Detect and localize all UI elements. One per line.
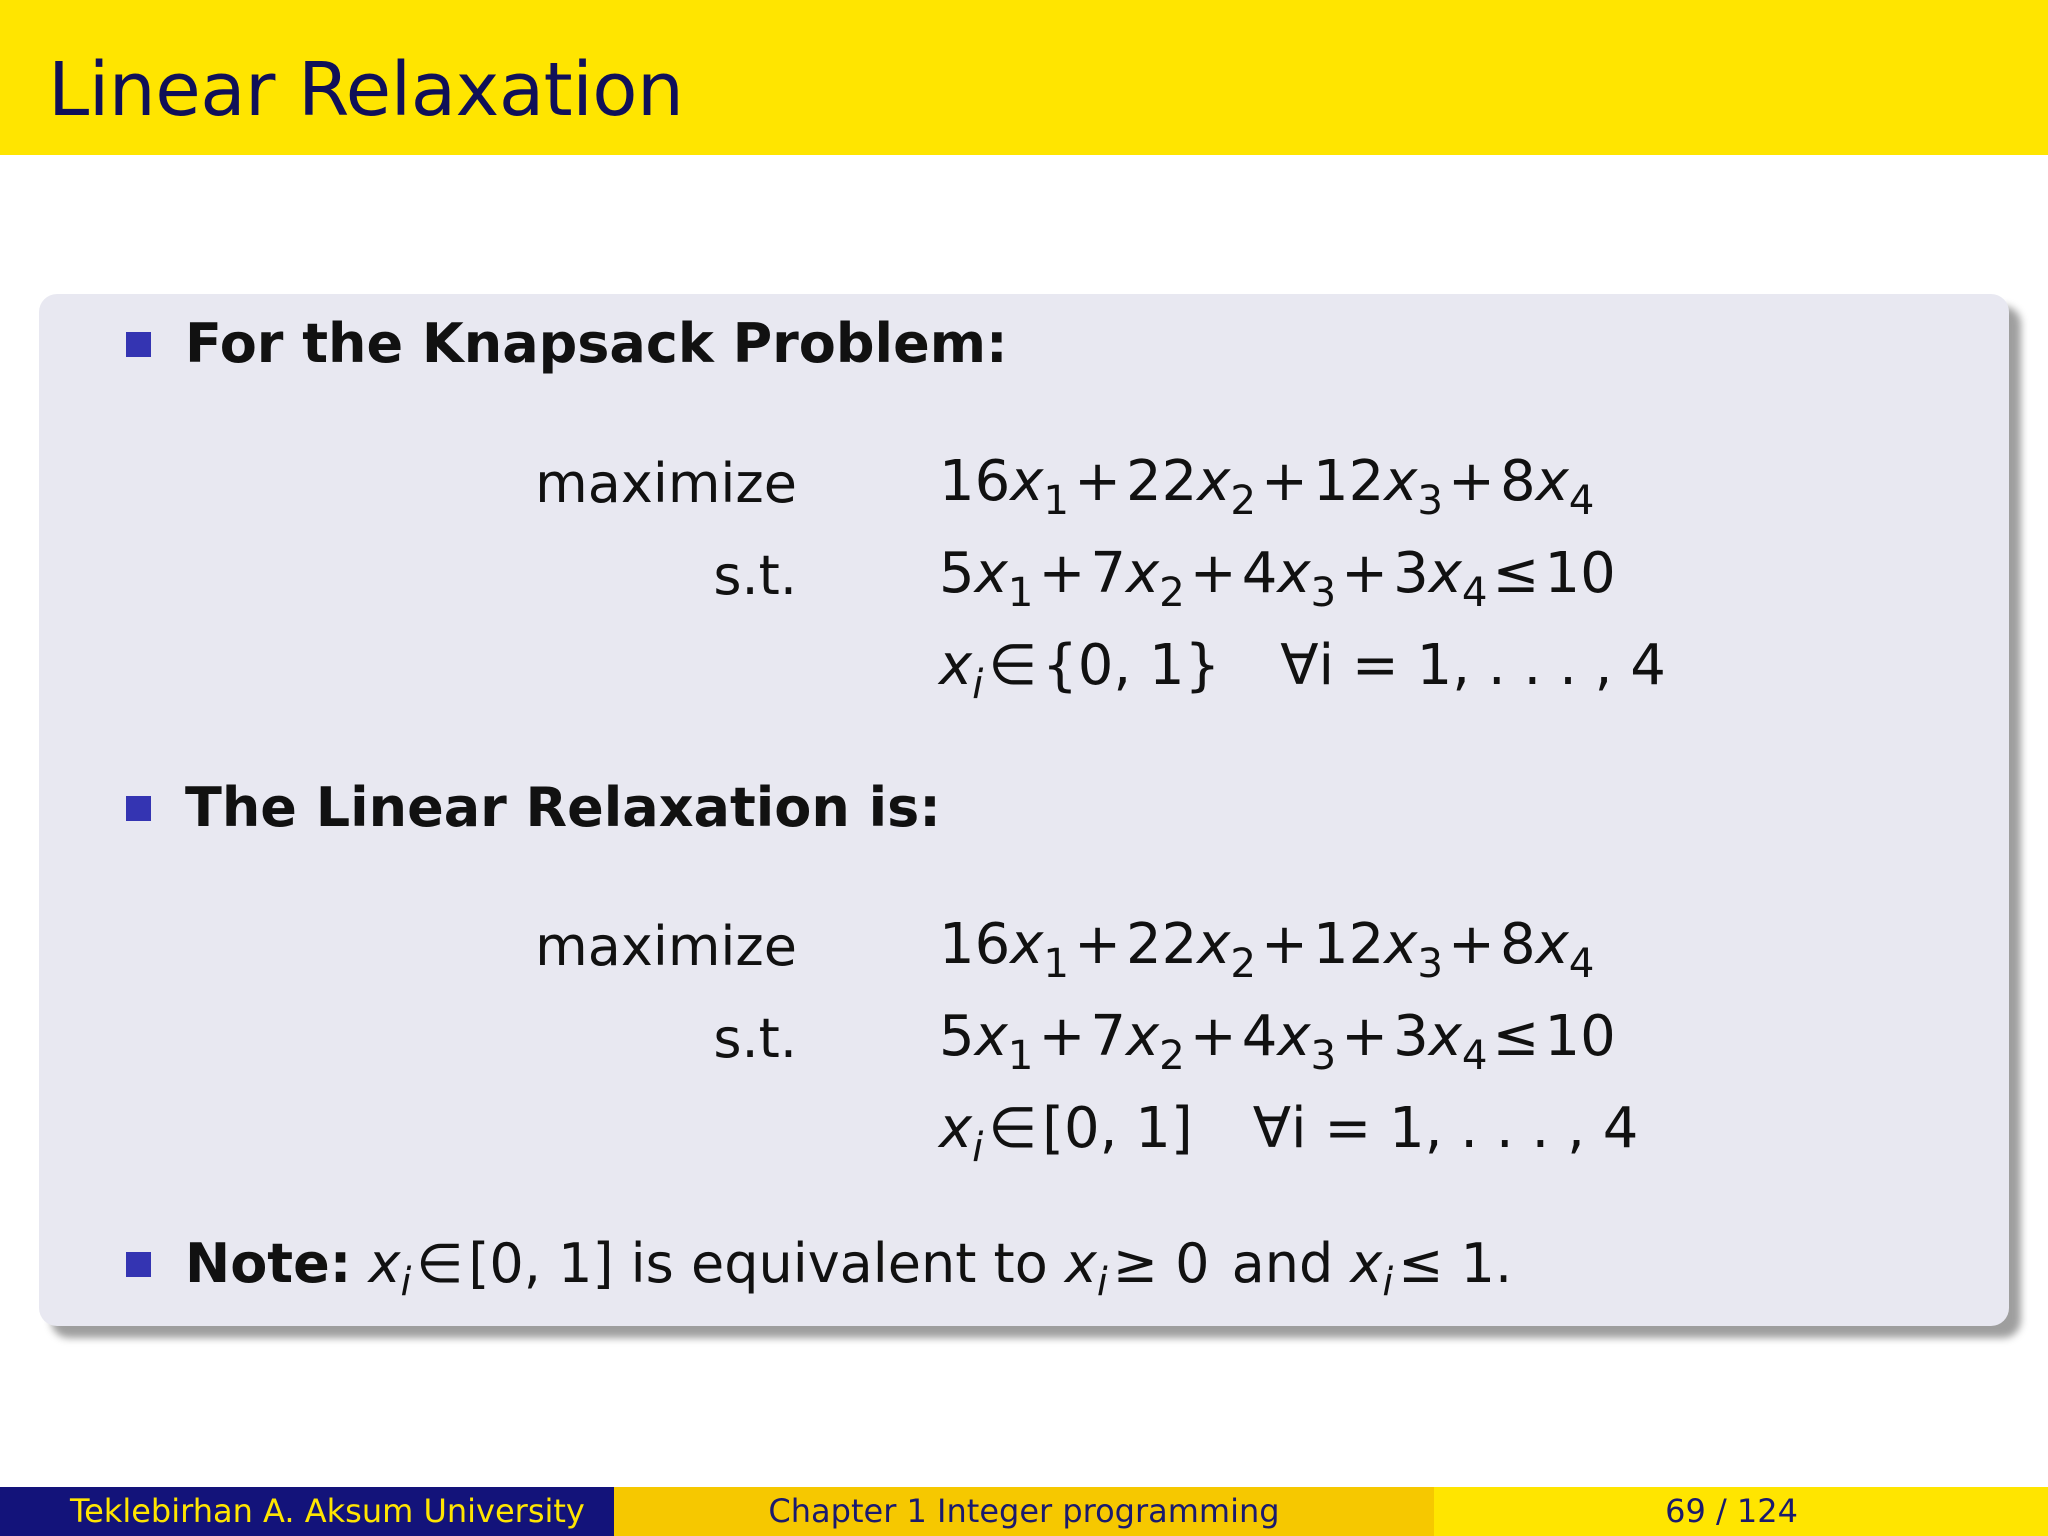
note-and-text: and (1214, 1232, 1351, 1295)
note-equivalent-text: is equivalent to (613, 1232, 1065, 1295)
note-text: Note: $x_i\in[0$, 1] is equivalent to $x_i\ge 0$ and $x_i\le 1$. (185, 1232, 1517, 1296)
constraint-expression: $5x_1+7x_2+4x_3+3x_4\le 10$ (939, 541, 1616, 617)
square-bullet-icon (126, 332, 151, 357)
constraint-label: s.t. (713, 544, 797, 607)
objective-label: maximize (535, 452, 797, 515)
constraint-label: s.t. (713, 1007, 797, 1070)
note-le-one: ≤ 1. (1398, 1232, 1513, 1295)
note-domain: [0, 1] (468, 1232, 614, 1295)
footer-page-number: 69 / 124 (1434, 1487, 2048, 1536)
domain-set: {0, 1} (1042, 633, 1221, 698)
footer (0, 1487, 2048, 1536)
bullet-relaxation-text: The Linear Relaxation is: (185, 776, 941, 839)
domain-expression: $x_i\in[0$, 1] ∀i = 1, . . . , 4 (939, 1096, 1639, 1172)
footer-chapter: Chapter 1 Integer programming (614, 1487, 1434, 1536)
note-row (126, 1232, 1517, 1306)
domain-expression: $x_i\in\{0$, 1} ∀i = 1, . . . , 4 (939, 633, 1666, 709)
domain-set: [0, 1] (1042, 1096, 1193, 1161)
bullet-knapsack (126, 312, 1008, 376)
quantifier: ∀i = 1, . . . , 4 (1280, 633, 1666, 698)
quantifier: ∀i = 1, . . . , 4 (1252, 1096, 1639, 1161)
constraint-expression: $5x_1+7x_2+4x_3+3x_4\le 10$ (939, 1004, 1616, 1080)
bullet-relaxation (126, 776, 941, 840)
title-bar (0, 0, 2048, 155)
content-block (39, 294, 2009, 1326)
slide-title: Linear Relaxation (48, 47, 684, 133)
objective-expression: $16x_1+22x_2+12x_3+8x_4$ (939, 449, 1595, 525)
footer-author: Teklebirhan A. Aksum University (0, 1487, 614, 1536)
note-ge-zero: ≥ 0 (1112, 1232, 1210, 1295)
square-bullet-icon (126, 1252, 151, 1277)
objective-label: maximize (535, 915, 797, 978)
square-bullet-icon (126, 796, 151, 821)
objective-expression: $16x_1+22x_2+12x_3+8x_4$ (939, 912, 1595, 988)
note-label: Note: (185, 1232, 352, 1295)
bullet-knapsack-text: For the Knapsack Problem: (185, 312, 1008, 375)
